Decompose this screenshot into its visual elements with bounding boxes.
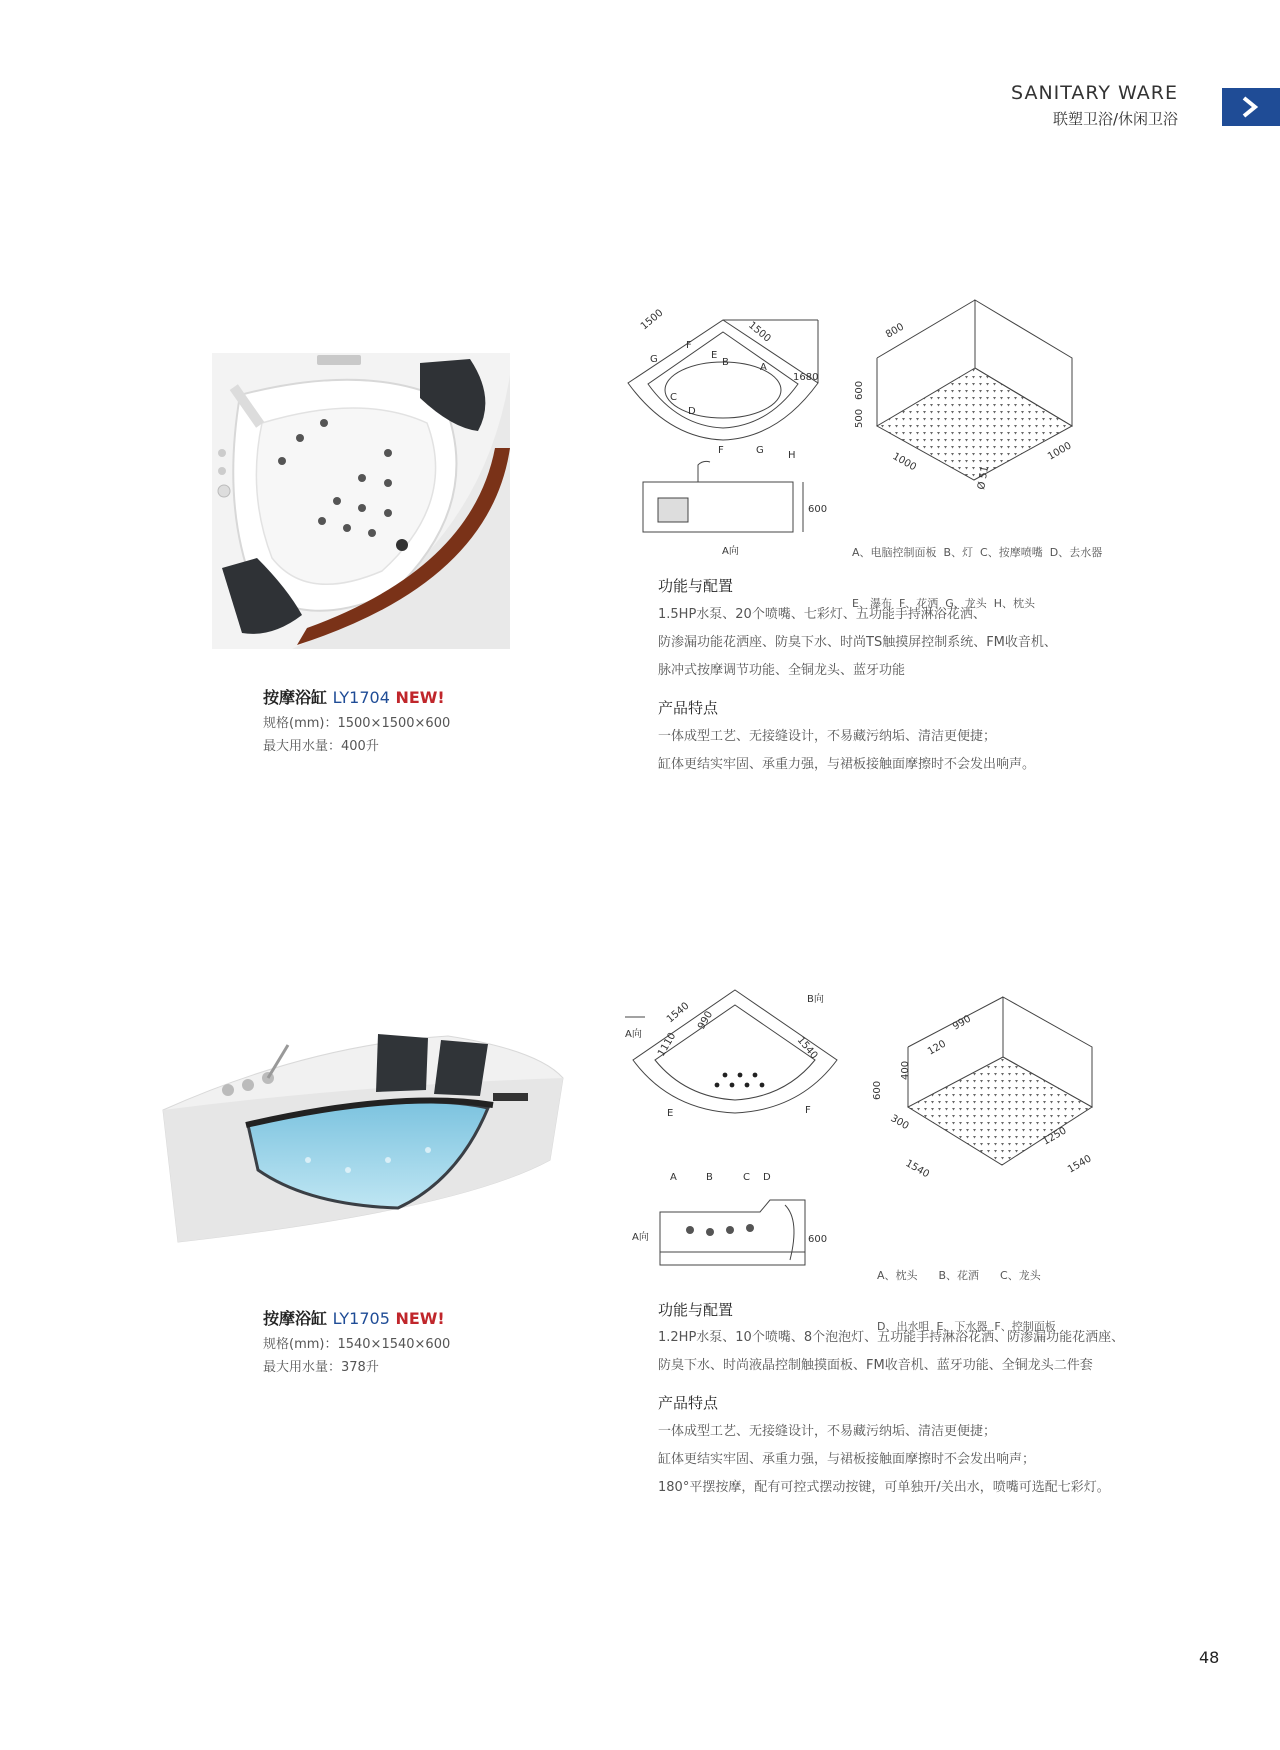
plan-dim-3: 1680 (793, 372, 819, 383)
side-view: A向 (722, 546, 739, 557)
spec-size: 规格(mm)：1500×1500×600 (263, 716, 451, 731)
install-width-2: 120 (926, 1038, 949, 1058)
install-drain: Ø 51 (976, 465, 992, 491)
install-drawing-ly1704 (852, 298, 1077, 493)
plan-dim-2: 1500 (746, 319, 773, 345)
plan-label-d: D (688, 406, 696, 417)
product-photo-ly1704 (212, 353, 510, 649)
product-photo-ly1705 (158, 1030, 568, 1245)
feature-line: 脉冲式按摩调节功能、全铜龙头、蓝牙功能 (658, 663, 906, 678)
plan-label-e: E (711, 350, 718, 361)
install-height-1: 600 (872, 1080, 883, 1100)
product-spec (263, 712, 450, 758)
plan-dim-3: 1110 (656, 1030, 679, 1059)
feature-line: 1.5HP水泵、20个喷嘴、七彩灯、五功能手持淋浴花洒、 (658, 607, 986, 622)
traits-heading: 产品特点 (658, 1394, 719, 1412)
trait-line: 180°平摆按摩，配有可控式摆动按键，可单独开/关出水，喷嘴可选配七彩灯。 (658, 1480, 1110, 1495)
side-label-b: B (706, 1172, 713, 1183)
install-drawing-ly1705 (860, 995, 1100, 1195)
spec-water: 最大用水量：378升 (263, 1360, 379, 1375)
legend-line: A、电脑控制面板 B、灯 C、按摩喷嘴 D、去水器 (852, 546, 1103, 559)
plan-view-a: A向 (625, 1029, 642, 1040)
side-height: 600 (808, 1234, 828, 1245)
product-title (263, 1306, 445, 1329)
install-side-a: 1000 (890, 451, 919, 474)
install-side-a: 1540 (903, 1158, 932, 1181)
install-side-b: 1000 (1046, 440, 1074, 463)
header-title-en: SANITARY WARE (1011, 82, 1178, 104)
new-badge: NEW! (395, 688, 445, 707)
plan-label-e: E (667, 1108, 674, 1119)
plan-label-g: G (650, 354, 658, 365)
install-height-2: 400 (900, 1060, 911, 1080)
trait-line: 缸体更结实牢固、承重力强，与裙板接触面摩擦时不会发出响声； (658, 1452, 1036, 1467)
product-title (263, 685, 445, 708)
features-heading: 功能与配置 (658, 577, 734, 595)
product-code: LY1705 (332, 1309, 390, 1328)
traits-heading: 产品特点 (658, 699, 719, 717)
product-name: 按摩浴缸 (263, 1309, 328, 1328)
chevron-right-icon (1222, 88, 1280, 126)
plan-drawing-ly1705 (625, 985, 845, 1120)
page-number: 48 (1199, 1648, 1220, 1667)
spec-size: 规格(mm)：1540×1540×600 (263, 1337, 451, 1352)
feature-line: 1.2HP水泵、10个喷嘴、8个泡泡灯、五功能手持淋浴花洒、防渗漏功能花洒座、 (658, 1330, 1125, 1345)
install-drain-offset: 1250 (1041, 1125, 1069, 1148)
install-side-b: 1540 (1066, 1153, 1094, 1176)
side-label-c: C (743, 1172, 750, 1183)
plan-label-b: B (722, 357, 729, 368)
install-height-2: 500 (854, 408, 865, 428)
side-drawing-ly1704 (638, 440, 833, 560)
plan-dim-2: 990 (696, 1009, 716, 1032)
plan-label-f: F (805, 1105, 811, 1116)
side-height: 600 (808, 504, 828, 515)
install-width-1: 990 (951, 1013, 974, 1033)
plan-label-c: C (670, 392, 677, 403)
side-label-g: G (756, 445, 764, 456)
install-height-1: 600 (854, 380, 865, 400)
legend-line: D、出水咀 E、下水器 F、控制面板 (877, 1320, 1056, 1333)
plan-view-b: B向 (807, 994, 824, 1005)
install-offset: 300 (888, 1113, 911, 1133)
features-text (658, 601, 1057, 685)
features-heading: 功能与配置 (658, 1301, 734, 1319)
plan-dim-4: 1540 (794, 1034, 820, 1062)
product-spec (263, 1333, 450, 1379)
side-label-f: F (718, 445, 724, 456)
install-width: 800 (884, 321, 907, 341)
feature-line: 防渗漏功能花洒座、防臭下水、时尚TS触摸屏控制系统、FM收音机、 (658, 635, 1057, 650)
product-code: LY1704 (332, 688, 390, 707)
plan-dim-1: 1540 (664, 1000, 692, 1026)
legend-line: A、枕头 B、花洒 C、龙头 (877, 1269, 1041, 1282)
plan-dim-1: 1500 (638, 308, 666, 333)
plan-label-a: A (760, 362, 767, 373)
side-label-h: H (788, 450, 796, 461)
legend-line: E、瀑布 F、花洒 G、龙头 H、枕头 (852, 597, 1036, 610)
side-view: A向 (632, 1232, 649, 1243)
section-tab[interactable] (1222, 88, 1280, 126)
plan-drawing-ly1704 (618, 308, 828, 443)
new-badge: NEW! (395, 1309, 445, 1328)
trait-line: 一体成型工艺、无接缝设计，不易藏污纳垢、清洁更便捷； (658, 729, 997, 744)
product-name: 按摩浴缸 (263, 688, 328, 707)
header-title-cn: 联塑卫浴/休闲卫浴 (1052, 110, 1178, 128)
side-drawing-ly1705 (630, 1170, 840, 1275)
trait-line: 一体成型工艺、无接缝设计，不易藏污纳垢、清洁更便捷； (658, 1424, 997, 1439)
plan-label-f: F (686, 340, 692, 351)
features-text (658, 1324, 1124, 1380)
side-label-d: D (763, 1172, 771, 1183)
trait-line: 缸体更结实牢固、承重力强，与裙板接触面摩擦时不会发出响声。 (658, 757, 1036, 772)
traits-text (658, 1418, 1110, 1502)
spec-water: 最大用水量：400升 (263, 739, 379, 754)
feature-line: 防臭下水、时尚液晶控制触摸面板、FM收音机、蓝牙功能、全铜龙头二件套 (658, 1358, 1093, 1373)
side-label-a: A (670, 1172, 677, 1183)
traits-text (658, 723, 1035, 779)
